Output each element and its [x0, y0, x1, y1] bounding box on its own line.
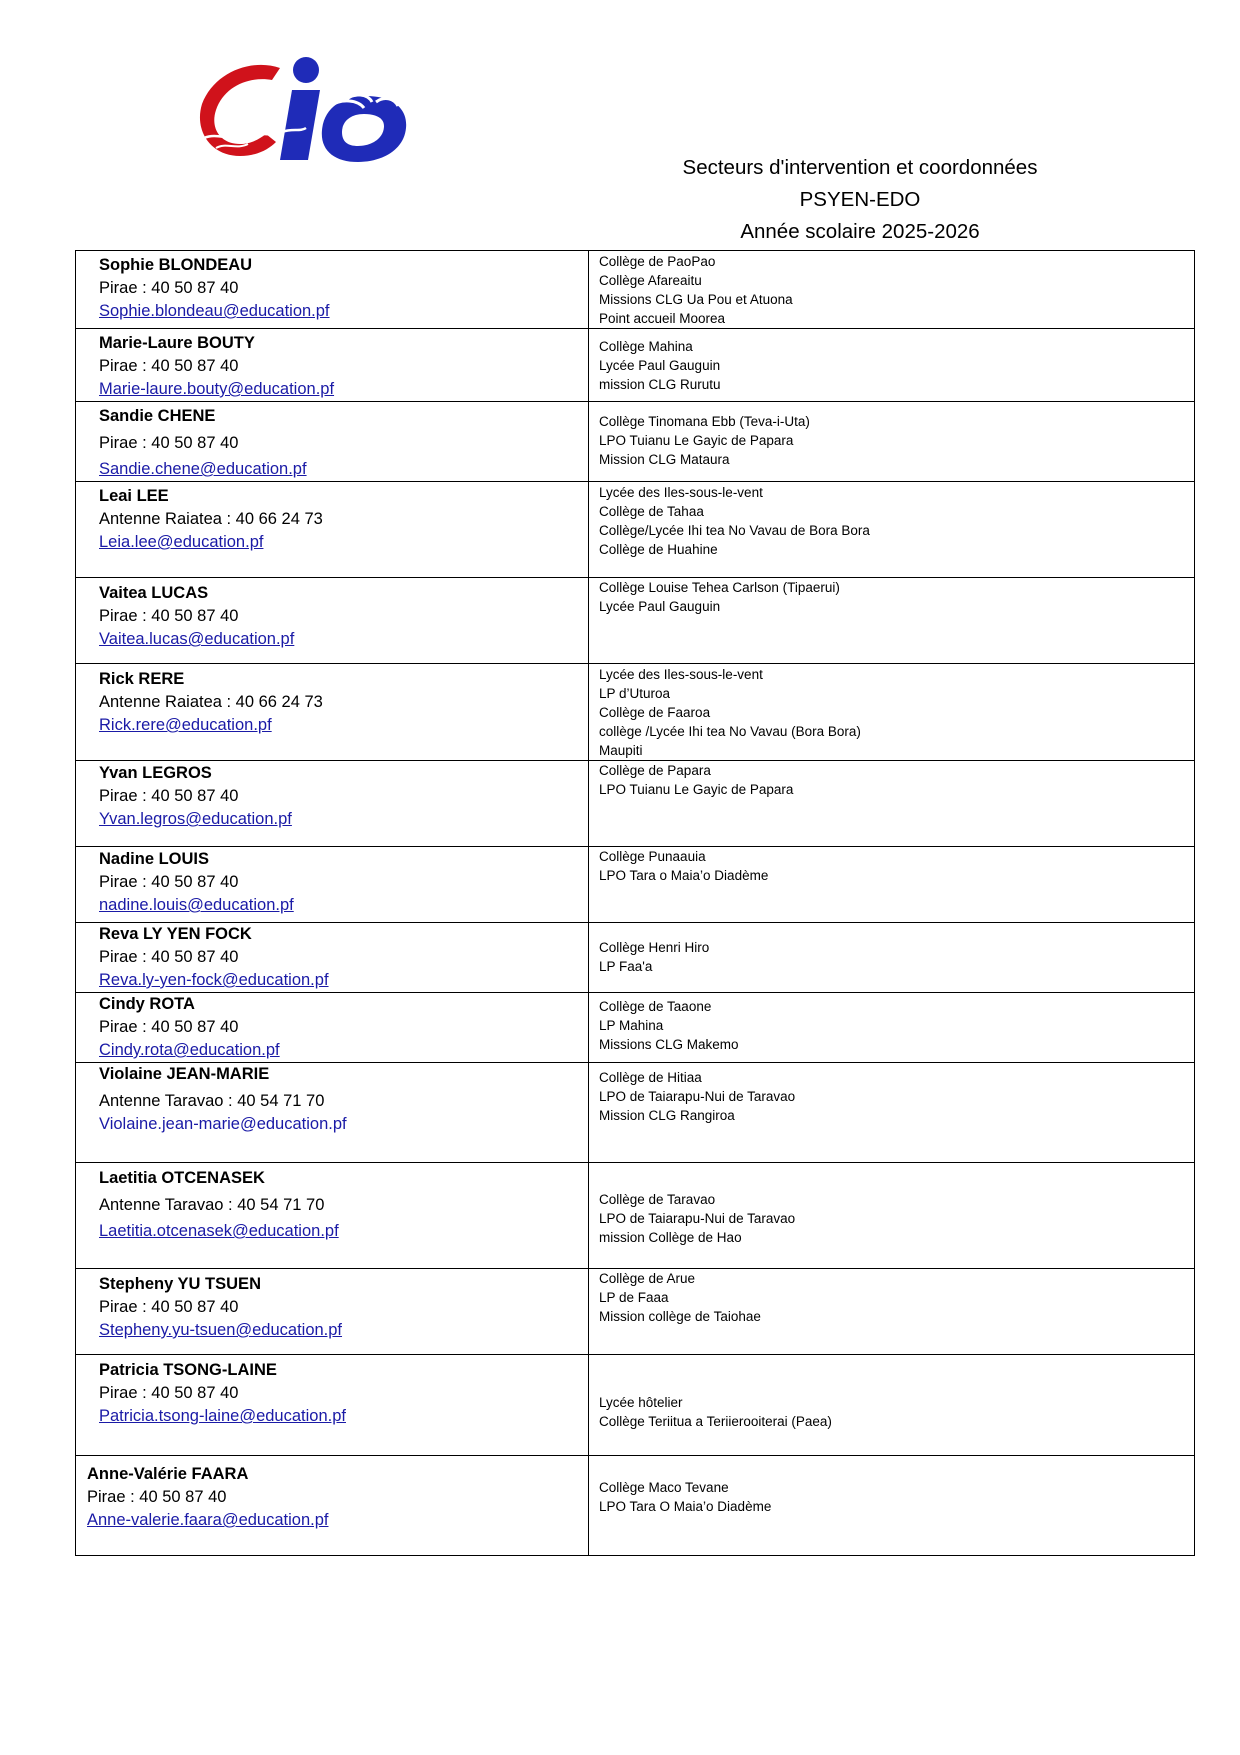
sector-item: mission Collège de Hao — [599, 1230, 742, 1245]
contact-cell — [76, 402, 589, 482]
sector-item: LP d’Uturoa — [599, 686, 671, 701]
sector-item: LPO Tuianu Le Gayic de Papara — [599, 433, 794, 448]
contact-phone: Pirae : 40 50 87 40 — [99, 787, 239, 805]
sector-item: collège /Lycée Ihi tea No Vavau (Bora Bora) — [599, 724, 861, 739]
contact-cell — [76, 1063, 589, 1163]
sectors-cell — [589, 847, 1195, 923]
contact-email-link[interactable]: Reva.ly-yen-fock@education.pf — [99, 971, 329, 989]
sectors-cell — [589, 482, 1195, 578]
table-row — [76, 1456, 1195, 1556]
sector-item: LPO Tara O Maia’o Diadème — [599, 1499, 772, 1514]
sector-item: LP Mahina — [599, 1018, 664, 1033]
sector-item: Collège de Taravao — [599, 1192, 716, 1207]
contact-email-link[interactable]: Sandie.chene@education.pf — [99, 460, 307, 478]
contact-phone: Pirae : 40 50 87 40 — [99, 434, 239, 452]
sector-item: Collège de Tahaa — [599, 504, 704, 519]
sector-item: Collège de Hitiaa — [599, 1070, 702, 1085]
sector-item: Collège Afareaitu — [599, 273, 702, 288]
contact-name: Anne-Valérie FAARA — [87, 1465, 249, 1483]
sector-item: Missions CLG Makemo — [599, 1037, 739, 1052]
contact-cell — [76, 329, 589, 402]
contact-cell — [76, 578, 589, 664]
contact-email-link[interactable]: Vaitea.lucas@education.pf — [99, 630, 295, 648]
contact-name: Rick RERE — [99, 670, 185, 688]
logo-letter-c — [200, 65, 280, 156]
table-row — [76, 1163, 1195, 1269]
sector-item: Lycée des Iles-sous-le-vent — [599, 485, 763, 500]
contact-phone: Antenne Raiatea : 40 66 24 73 — [99, 510, 323, 528]
table-row — [76, 1269, 1195, 1355]
contact-cell — [76, 847, 589, 923]
sector-item: Collège Tinomana Ebb (Teva-i-Uta) — [599, 414, 810, 429]
contact-cell — [76, 1163, 589, 1269]
sectors-cell — [589, 1063, 1195, 1163]
contact-phone: Pirae : 40 50 87 40 — [99, 948, 239, 966]
table-row — [76, 578, 1195, 664]
contact-email-link[interactable]: Cindy.rota@education.pf — [99, 1041, 280, 1059]
contact-cell — [76, 251, 589, 329]
contact-email-link[interactable]: Patricia.tsong-laine@education.pf — [99, 1407, 346, 1425]
contact-phone: Pirae : 40 50 87 40 — [99, 873, 239, 891]
sectors-cell — [589, 664, 1195, 761]
table-row — [76, 1355, 1195, 1456]
contact-email-link[interactable]: Yvan.legros@education.pf — [99, 810, 292, 828]
contact-phone: Pirae : 40 50 87 40 — [87, 1488, 227, 1506]
table-row — [76, 761, 1195, 847]
contact-email-link[interactable]: Rick.rere@education.pf — [99, 716, 272, 734]
sector-item: Mission collège de Taiohae — [599, 1309, 761, 1324]
contact-email-link[interactable]: Stepheny.yu-tsuen@education.pf — [99, 1321, 343, 1339]
contact-email-link[interactable]: Anne-valerie.faara@education.pf — [87, 1511, 329, 1529]
contact-name: Sandie CHENE — [99, 407, 216, 425]
sectors-cell — [589, 1355, 1195, 1456]
contact-cell — [76, 993, 589, 1063]
contact-name: Cindy ROTA — [99, 995, 195, 1013]
table-row — [76, 402, 1195, 482]
contact-phone: Pirae : 40 50 87 40 — [99, 1018, 239, 1036]
contact-email-link[interactable]: Laetitia.otcenasek@education.pf — [99, 1222, 339, 1240]
sector-item: Collège de PaoPao — [599, 254, 716, 269]
sector-item: Lycée des Iles-sous-le-vent — [599, 667, 763, 682]
contact-cell — [76, 1456, 589, 1556]
table-row — [76, 847, 1195, 923]
heading-line-2: PSYEN-EDO — [799, 188, 921, 211]
sector-item: Collège de Huahine — [599, 542, 718, 557]
logo-letter-i — [280, 90, 320, 160]
contact-email-link[interactable]: nadine.louis@education.pf — [99, 896, 294, 914]
document-heading — [640, 152, 1080, 248]
sectors-cell — [589, 251, 1195, 329]
sectors-cell — [589, 761, 1195, 847]
logo-dot-i — [293, 57, 319, 83]
contact-name: Violaine JEAN-MARIE — [99, 1065, 270, 1083]
table-row — [76, 664, 1195, 761]
contact-email-link[interactable]: Sophie.blondeau@education.pf — [99, 302, 330, 320]
contact-email-link[interactable]: Leia.lee@education.pf — [99, 533, 264, 551]
contact-name: Marie-Laure BOUTY — [99, 334, 255, 352]
sector-item: Lycée Paul Gauguin — [599, 599, 721, 614]
contact-phone: Antenne Taravao : 40 54 71 70 — [99, 1196, 325, 1214]
table-row — [76, 1063, 1195, 1163]
sector-item: Collège de Arue — [599, 1271, 696, 1286]
sector-item: Lycée hôtelier — [599, 1395, 683, 1410]
sectors-cell — [589, 329, 1195, 402]
contact-email-link[interactable]: Violaine.jean-marie@education.pf — [99, 1115, 347, 1133]
sector-item: LPO Tara o Maia’o Diadème — [599, 868, 769, 883]
contact-name: Leai LEE — [99, 487, 169, 505]
table-row — [76, 923, 1195, 993]
sectors-cell — [589, 1269, 1195, 1355]
sectors-cell — [589, 402, 1195, 482]
contact-email-link[interactable]: Marie-laure.bouty@education.pf — [99, 380, 335, 398]
sectors-cell — [589, 1456, 1195, 1556]
sector-item: LP de Faaa — [599, 1290, 669, 1305]
contact-phone: Antenne Taravao : 40 54 71 70 — [99, 1092, 325, 1110]
cio-logo-icon — [196, 56, 410, 172]
contact-cell — [76, 761, 589, 847]
sector-item: Collège Mahina — [599, 339, 693, 354]
contact-phone: Pirae : 40 50 87 40 — [99, 1384, 239, 1402]
contact-phone: Antenne Raiatea : 40 66 24 73 — [99, 693, 323, 711]
contact-phone: Pirae : 40 50 87 40 — [99, 279, 239, 297]
sector-item: Collège Teriitua a Teriierooiterai (Paea) — [599, 1414, 832, 1429]
contact-cell — [76, 923, 589, 993]
sector-item: Missions CLG Ua Pou et Atuona — [599, 292, 793, 307]
contact-cell — [76, 1269, 589, 1355]
sector-item: Collège Louise Tehea Carlson (Tipaerui) — [599, 580, 840, 595]
table-row — [76, 251, 1195, 329]
heading-line-1: Secteurs d'intervention et coordonnées — [682, 156, 1038, 179]
contact-name: Yvan LEGROS — [99, 764, 212, 782]
contact-cell — [76, 482, 589, 578]
contact-name: Vaitea LUCAS — [99, 584, 209, 602]
sector-item: Collège de Papara — [599, 763, 711, 778]
heading-line-3: Année scolaire 2025-2026 — [740, 220, 980, 243]
sector-item: Collège Maco Tevane — [599, 1480, 729, 1495]
sectors-cell — [589, 578, 1195, 664]
sector-item: Collège de Faaroa — [599, 705, 711, 720]
sector-item: Mission CLG Rangiroa — [599, 1108, 735, 1123]
contact-name: Laetitia OTCENASEK — [99, 1169, 265, 1187]
sector-item: LPO de Taiarapu-Nui de Taravao — [599, 1211, 796, 1226]
sector-item: Collège Henri Hiro — [599, 940, 710, 955]
sector-item: Maupiti — [599, 743, 643, 758]
table-row — [76, 482, 1195, 578]
contact-cell — [76, 1355, 589, 1456]
sector-item: mission CLG Rurutu — [599, 377, 721, 392]
table-row — [76, 329, 1195, 402]
sector-item: LPO de Taiarapu-Nui de Taravao — [599, 1089, 796, 1104]
contact-phone: Pirae : 40 50 87 40 — [99, 607, 239, 625]
sector-item: Collège Punaauia — [599, 849, 706, 864]
contact-phone: Pirae : 40 50 87 40 — [99, 1298, 239, 1316]
table-row — [76, 993, 1195, 1063]
contact-phone: Pirae : 40 50 87 40 — [99, 357, 239, 375]
contact-name: Nadine LOUIS — [99, 850, 210, 868]
sector-item: LP Faa'a — [599, 959, 653, 974]
contact-name: Reva LY YEN FOCK — [99, 925, 252, 943]
contact-name: Sophie BLONDEAU — [99, 256, 253, 274]
contact-name: Stepheny YU TSUEN — [99, 1275, 261, 1293]
sector-item: LPO Tuianu Le Gayic de Papara — [599, 782, 794, 797]
sector-item: Mission CLG Mataura — [599, 452, 730, 467]
sector-item: Point accueil Moorea — [599, 311, 726, 326]
sector-item: Collège/Lycée Ihi tea No Vavau de Bora Bora — [599, 523, 870, 538]
sectors-cell — [589, 993, 1195, 1063]
sector-item: Lycée Paul Gauguin — [599, 358, 721, 373]
contact-cell — [76, 664, 589, 761]
sector-item: Collège de Taaone — [599, 999, 712, 1014]
contact-name: Patricia TSONG-LAINE — [99, 1361, 277, 1379]
sectors-cell — [589, 1163, 1195, 1269]
sectors-cell — [589, 923, 1195, 993]
contacts-table — [75, 250, 1195, 1556]
